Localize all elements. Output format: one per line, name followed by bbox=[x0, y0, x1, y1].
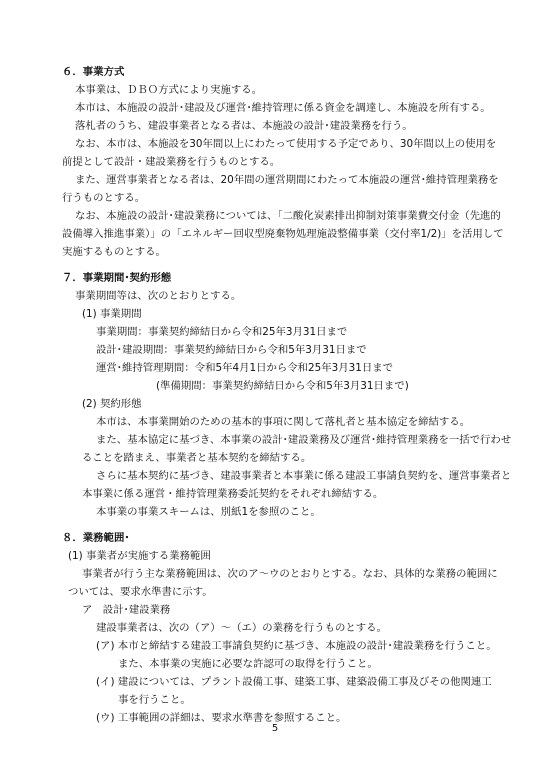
text-line: 事業期間等は、次のとおりとする。 bbox=[75, 290, 242, 302]
text-line: 落札者のうち、建設事業者となる者は、本施設の設計･建設業務を行う。 bbox=[75, 120, 413, 132]
text-line: また、運営事業者となる者は、20年間の運営期間にわたって本施設の運営･維持管理業務を bbox=[75, 174, 499, 186]
text-line: (イ) 建設については、プラント設備工事、建築工事、建築設備工事及びその他関連工 bbox=[96, 676, 492, 688]
text-line: (1) 事業者が実施する業務範囲 bbox=[68, 550, 211, 562]
text-line: (2) 契約形態 bbox=[82, 398, 142, 410]
text-line: 運営･維持管理期間：令和5年4月1日から令和25年3月31日まで bbox=[96, 362, 394, 374]
text-line: さらに基本契約に基づき、建設事業者と本事業に係る建設工事請負契約を、運営事業者と bbox=[96, 470, 512, 482]
text-line: 本事業に係る運営・維持管理業務委託契約をそれぞれ締結する。 bbox=[82, 488, 384, 500]
text-line: 前提として設計・建設業務を行うものとする。 bbox=[62, 156, 281, 168]
text-line: (ウ) 工事範囲の詳細は、要求水準書を参照すること。 bbox=[96, 712, 347, 724]
text-line: 本市は、本事業開始のための基本的事項に関して落札者と基本協定を締結する。 bbox=[96, 416, 471, 428]
text-line: (準備期間：事業契約締結日から令和5年3月31日まで) bbox=[156, 380, 409, 392]
section-heading: ７．事業期間･契約形態 bbox=[62, 272, 172, 284]
text-line: 設備導入推進事業）」の「エネルギー回収型廃棄物処理施設整備事業（交付率1/2)」を活用して bbox=[62, 228, 504, 240]
text-line: また、本事業の実施に必要な許認可の取得を行うこと。 bbox=[118, 658, 378, 670]
text-line: 設計･建設期間：事業契約締結日から令和5年3月31日まで bbox=[96, 344, 367, 356]
text-line: (1) 事業期間 bbox=[82, 308, 142, 320]
text-line: ア 設計･建設業務 bbox=[82, 604, 171, 616]
text-line: ついては、要求水準書に示す。 bbox=[68, 586, 213, 598]
text-line: 本事業は、ＤＢＯ方式により実施する。 bbox=[75, 84, 263, 96]
page-number: 5 bbox=[271, 723, 279, 734]
text-line: また、基本協定に基づき、本事業の設計･建設業務及び運営･維持管理業務を一括で行わせ bbox=[96, 434, 512, 446]
section-heading: ８．業務範囲･ bbox=[62, 532, 130, 544]
text-line: 実施するものとする。 bbox=[62, 246, 166, 258]
text-line: (ア) 本市と締結する建設工事請負契約に基づき、本施設の設計･建設業務を行うこと。 bbox=[96, 640, 497, 652]
text-line: なお、本施設の設計･建設業務については、「二酸化炭素排出抑制対策事業費交付金（先進的 bbox=[75, 210, 501, 222]
text-line: 本市は、本施設の設計･建設及び運営･維持管理に係る資金を調達し、本施設を所有する。 bbox=[75, 102, 491, 114]
text-line: なお、本市は、本施設を30年間以上にわたって使用する予定であり、30年間以上の使用を bbox=[75, 138, 497, 150]
text-line: 建設事業者は、次の（ア）～（エ）の業務を行うものとする。 bbox=[96, 622, 387, 634]
text-line: 事業期間：事業契約締結日から令和25年3月31日まで bbox=[96, 326, 348, 338]
text-line: 行うものとする。 bbox=[62, 192, 146, 204]
text-line: ることを踏まえ、事業者と基本契約を締結する。 bbox=[82, 452, 312, 464]
text-line: 事業者が行う主な業務範囲は、次のア～ウのとおりとする。なお、具体的な業務の範囲に bbox=[82, 568, 498, 580]
section-heading: ６．事業方式 bbox=[62, 66, 125, 78]
text-line: 事を行うこと。 bbox=[118, 694, 191, 706]
text-line: 本事業の事業スキームは、別紙1を参照のこと。 bbox=[96, 506, 321, 518]
